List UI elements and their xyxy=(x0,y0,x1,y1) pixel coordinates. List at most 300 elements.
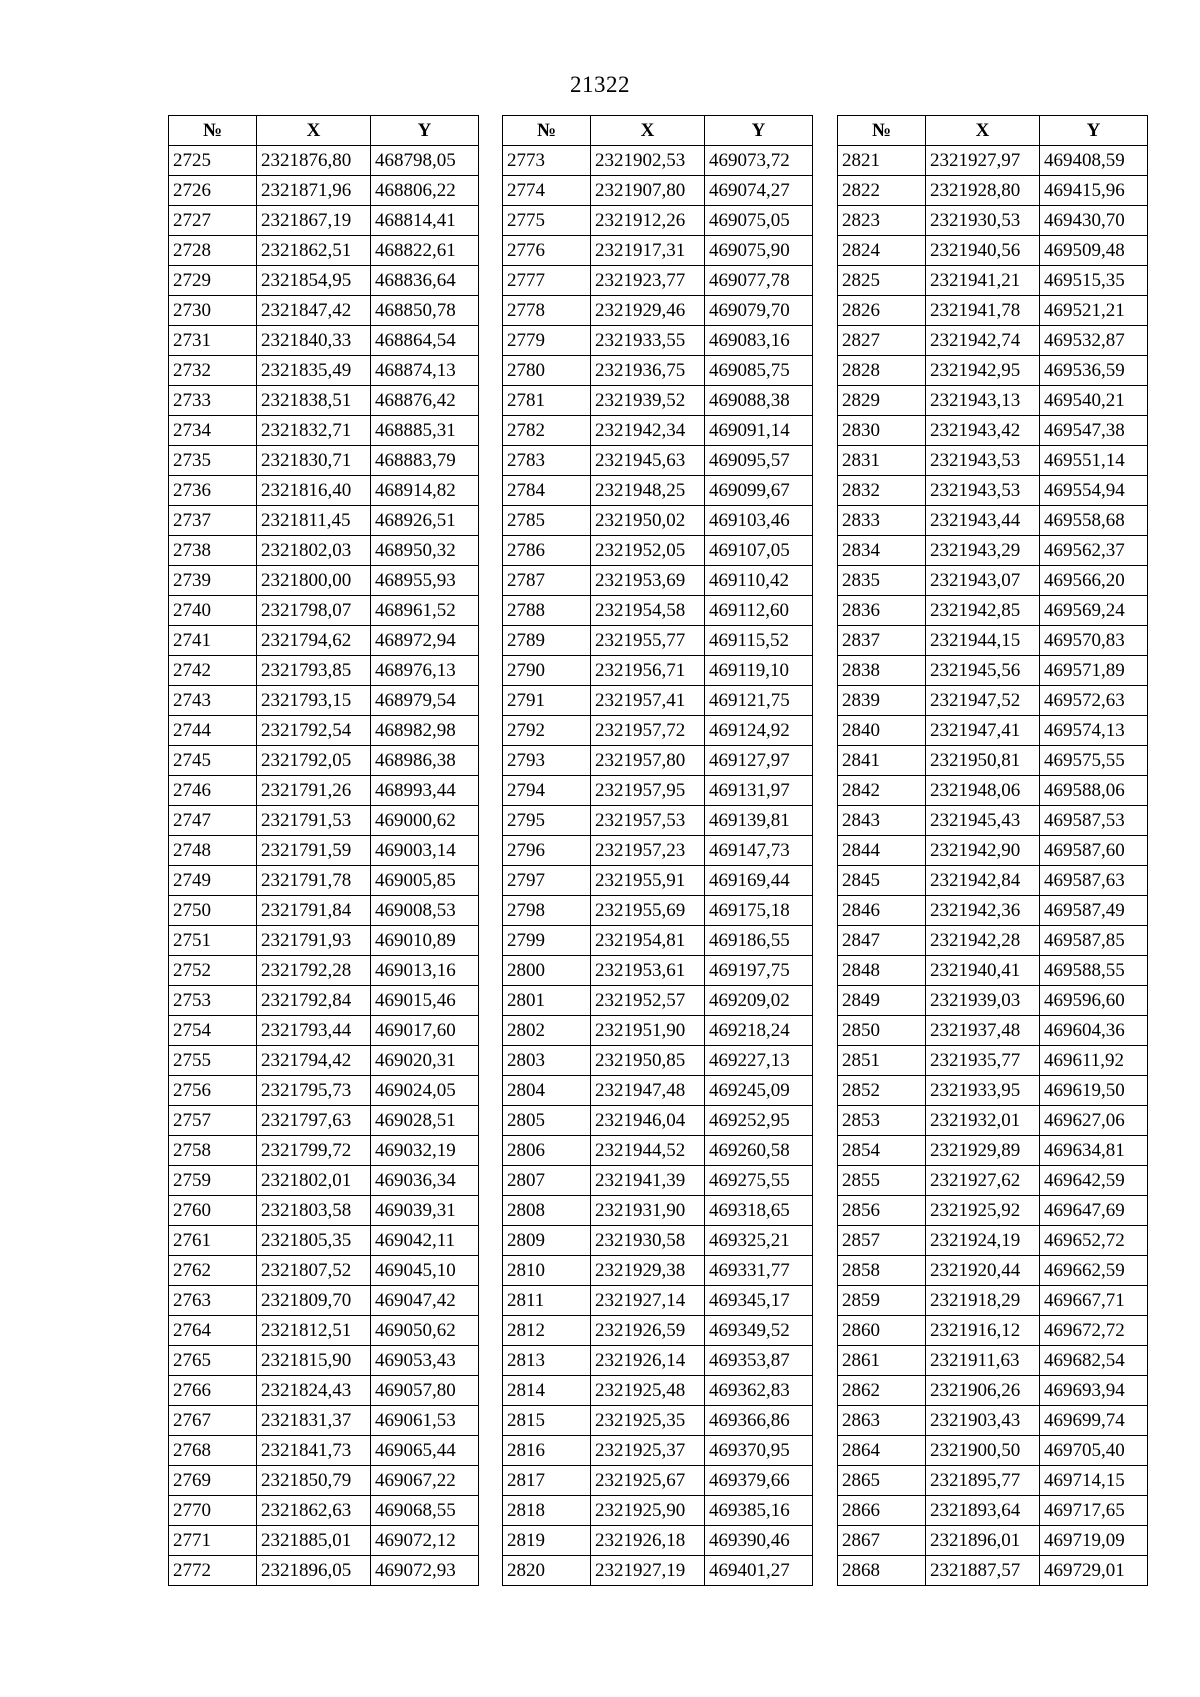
cell-number: 2784 xyxy=(503,476,591,506)
table-row xyxy=(503,386,813,416)
table-row xyxy=(503,656,813,686)
cell-x: 2321794,62 xyxy=(257,626,371,656)
table-row xyxy=(169,1016,479,1046)
cell-y: 469611,92 xyxy=(1040,1046,1148,1076)
cell-number: 2840 xyxy=(838,716,926,746)
cell-number: 2781 xyxy=(503,386,591,416)
table-row xyxy=(503,446,813,476)
cell-y: 469197,75 xyxy=(705,956,813,986)
cell-y: 468961,52 xyxy=(371,596,479,626)
table-row xyxy=(503,356,813,386)
cell-number: 2760 xyxy=(169,1196,257,1226)
table-row xyxy=(503,1016,813,1046)
cell-number: 2812 xyxy=(503,1316,591,1346)
cell-x: 2321933,55 xyxy=(591,326,705,356)
cell-number: 2782 xyxy=(503,416,591,446)
cell-x: 2321792,05 xyxy=(257,746,371,776)
cell-x: 2321930,53 xyxy=(926,206,1040,236)
table-row xyxy=(169,356,479,386)
cell-y: 469039,31 xyxy=(371,1196,479,1226)
table-row xyxy=(503,1106,813,1136)
table-row xyxy=(169,1196,479,1226)
cell-x: 2321798,07 xyxy=(257,596,371,626)
table-row xyxy=(169,746,479,776)
cell-number: 2819 xyxy=(503,1526,591,1556)
table-row xyxy=(169,1496,479,1526)
cell-number: 2727 xyxy=(169,206,257,236)
cell-y: 469131,97 xyxy=(705,776,813,806)
cell-number: 2736 xyxy=(169,476,257,506)
cell-number: 2801 xyxy=(503,986,591,1016)
cell-y: 469121,75 xyxy=(705,686,813,716)
cell-y: 469575,55 xyxy=(1040,746,1148,776)
cell-x: 2321900,50 xyxy=(926,1436,1040,1466)
cell-y: 468836,64 xyxy=(371,266,479,296)
cell-x: 2321847,42 xyxy=(257,296,371,326)
table-row xyxy=(503,146,813,176)
cell-number: 2809 xyxy=(503,1226,591,1256)
cell-x: 2321953,69 xyxy=(591,566,705,596)
cell-y: 469325,21 xyxy=(705,1226,813,1256)
cell-x: 2321831,37 xyxy=(257,1406,371,1436)
table-row xyxy=(169,416,479,446)
cell-x: 2321942,84 xyxy=(926,866,1040,896)
cell-x: 2321800,00 xyxy=(257,566,371,596)
cell-y: 469077,78 xyxy=(705,266,813,296)
cell-x: 2321802,01 xyxy=(257,1166,371,1196)
table-row xyxy=(503,1556,813,1586)
table-header-row xyxy=(838,116,1148,146)
cell-x: 2321838,51 xyxy=(257,386,371,416)
cell-number: 2730 xyxy=(169,296,257,326)
cell-y: 469209,02 xyxy=(705,986,813,1016)
cell-number: 2771 xyxy=(169,1526,257,1556)
header-y: Y xyxy=(705,116,813,146)
table-row xyxy=(838,1286,1148,1316)
cell-number: 2835 xyxy=(838,566,926,596)
cell-x: 2321948,25 xyxy=(591,476,705,506)
cell-x: 2321809,70 xyxy=(257,1286,371,1316)
cell-x: 2321795,73 xyxy=(257,1076,371,1106)
cell-number: 2773 xyxy=(503,146,591,176)
cell-y: 469000,62 xyxy=(371,806,479,836)
cell-x: 2321926,18 xyxy=(591,1526,705,1556)
cell-number: 2780 xyxy=(503,356,591,386)
table-row xyxy=(169,596,479,626)
cell-y: 469547,38 xyxy=(1040,416,1148,446)
cell-number: 2820 xyxy=(503,1556,591,1586)
cell-x: 2321925,90 xyxy=(591,1496,705,1526)
table-row xyxy=(503,1436,813,1466)
cell-x: 2321941,21 xyxy=(926,266,1040,296)
table-row xyxy=(169,1256,479,1286)
cell-x: 2321945,43 xyxy=(926,806,1040,836)
cell-number: 2853 xyxy=(838,1106,926,1136)
cell-number: 2816 xyxy=(503,1436,591,1466)
cell-x: 2321956,71 xyxy=(591,656,705,686)
cell-x: 2321895,77 xyxy=(926,1466,1040,1496)
table-row xyxy=(838,356,1148,386)
table-row xyxy=(838,956,1148,986)
cell-x: 2321955,91 xyxy=(591,866,705,896)
cell-y: 469045,10 xyxy=(371,1256,479,1286)
cell-number: 2737 xyxy=(169,506,257,536)
cell-x: 2321792,28 xyxy=(257,956,371,986)
cell-y: 469147,73 xyxy=(705,836,813,866)
cell-number: 2827 xyxy=(838,326,926,356)
table-row xyxy=(169,716,479,746)
cell-y: 469115,52 xyxy=(705,626,813,656)
cell-number: 2794 xyxy=(503,776,591,806)
table-row xyxy=(838,836,1148,866)
cell-x: 2321944,15 xyxy=(926,626,1040,656)
table-row xyxy=(503,806,813,836)
cell-number: 2861 xyxy=(838,1346,926,1376)
table-row xyxy=(838,1316,1148,1346)
cell-y: 469110,42 xyxy=(705,566,813,596)
cell-x: 2321936,75 xyxy=(591,356,705,386)
table-row xyxy=(169,1436,479,1466)
cell-y: 469072,12 xyxy=(371,1526,479,1556)
cell-y: 469705,40 xyxy=(1040,1436,1148,1466)
table-row xyxy=(503,836,813,866)
table-row xyxy=(838,326,1148,356)
cell-y: 469693,94 xyxy=(1040,1376,1148,1406)
cell-number: 2770 xyxy=(169,1496,257,1526)
cell-y: 469275,55 xyxy=(705,1166,813,1196)
cell-y: 469349,52 xyxy=(705,1316,813,1346)
table-row xyxy=(169,176,479,206)
table-row xyxy=(838,536,1148,566)
table-row xyxy=(838,866,1148,896)
cell-x: 2321925,48 xyxy=(591,1376,705,1406)
table-row xyxy=(838,506,1148,536)
cell-y: 469088,38 xyxy=(705,386,813,416)
cell-y: 469717,65 xyxy=(1040,1496,1148,1526)
cell-y: 469175,18 xyxy=(705,896,813,926)
cell-number: 2837 xyxy=(838,626,926,656)
table-header-row xyxy=(169,116,479,146)
cell-y: 469091,14 xyxy=(705,416,813,446)
cell-x: 2321903,43 xyxy=(926,1406,1040,1436)
cell-number: 2845 xyxy=(838,866,926,896)
cell-y: 469010,89 xyxy=(371,926,479,956)
cell-y: 469588,55 xyxy=(1040,956,1148,986)
table-row xyxy=(169,1466,479,1496)
cell-x: 2321835,49 xyxy=(257,356,371,386)
cell-x: 2321918,29 xyxy=(926,1286,1040,1316)
cell-x: 2321925,37 xyxy=(591,1436,705,1466)
cell-number: 2789 xyxy=(503,626,591,656)
table-row xyxy=(838,626,1148,656)
table-row xyxy=(169,1076,479,1106)
table-row xyxy=(503,626,813,656)
cell-x: 2321927,14 xyxy=(591,1286,705,1316)
cell-x: 2321841,73 xyxy=(257,1436,371,1466)
cell-y: 469647,69 xyxy=(1040,1196,1148,1226)
table-row xyxy=(169,926,479,956)
cell-number: 2817 xyxy=(503,1466,591,1496)
table-row xyxy=(503,476,813,506)
cell-y: 469008,53 xyxy=(371,896,479,926)
table-row xyxy=(169,1106,479,1136)
cell-y: 469588,06 xyxy=(1040,776,1148,806)
cell-y: 469415,96 xyxy=(1040,176,1148,206)
table-row xyxy=(838,1166,1148,1196)
cell-number: 2826 xyxy=(838,296,926,326)
cell-number: 2818 xyxy=(503,1496,591,1526)
cell-number: 2753 xyxy=(169,986,257,1016)
cell-y: 469013,16 xyxy=(371,956,479,986)
cell-y: 469227,13 xyxy=(705,1046,813,1076)
cell-x: 2321840,33 xyxy=(257,326,371,356)
cell-x: 2321935,77 xyxy=(926,1046,1040,1076)
cell-x: 2321791,26 xyxy=(257,776,371,806)
cell-number: 2769 xyxy=(169,1466,257,1496)
table-row xyxy=(838,1016,1148,1046)
cell-number: 2863 xyxy=(838,1406,926,1436)
cell-number: 2868 xyxy=(838,1556,926,1586)
cell-x: 2321923,77 xyxy=(591,266,705,296)
cell-x: 2321876,80 xyxy=(257,146,371,176)
cell-number: 2813 xyxy=(503,1346,591,1376)
table-row xyxy=(503,176,813,206)
table-row xyxy=(169,296,479,326)
cell-y: 469667,71 xyxy=(1040,1286,1148,1316)
cell-y: 469362,83 xyxy=(705,1376,813,1406)
cell-x: 2321807,52 xyxy=(257,1256,371,1286)
page-number: 21322 xyxy=(570,72,630,97)
cell-y: 469042,11 xyxy=(371,1226,479,1256)
cell-y: 469169,44 xyxy=(705,866,813,896)
table-row xyxy=(503,1346,813,1376)
cell-y: 469642,59 xyxy=(1040,1166,1148,1196)
table-row xyxy=(503,1496,813,1526)
cell-y: 469619,50 xyxy=(1040,1076,1148,1106)
table-row xyxy=(838,1436,1148,1466)
cell-x: 2321939,52 xyxy=(591,386,705,416)
table-row xyxy=(503,296,813,326)
table-row xyxy=(503,1046,813,1076)
cell-x: 2321924,19 xyxy=(926,1226,1040,1256)
cell-x: 2321941,39 xyxy=(591,1166,705,1196)
cell-y: 469569,24 xyxy=(1040,596,1148,626)
table-row xyxy=(838,1406,1148,1436)
cell-x: 2321812,51 xyxy=(257,1316,371,1346)
cell-x: 2321862,51 xyxy=(257,236,371,266)
cell-y: 468914,82 xyxy=(371,476,479,506)
cell-x: 2321799,72 xyxy=(257,1136,371,1166)
cell-y: 469085,75 xyxy=(705,356,813,386)
cell-number: 2836 xyxy=(838,596,926,626)
cell-y: 469682,54 xyxy=(1040,1346,1148,1376)
table-row xyxy=(169,146,479,176)
cell-number: 2867 xyxy=(838,1526,926,1556)
cell-x: 2321793,44 xyxy=(257,1016,371,1046)
cell-x: 2321957,23 xyxy=(591,836,705,866)
table-row xyxy=(838,596,1148,626)
cell-number: 2841 xyxy=(838,746,926,776)
table-row xyxy=(503,1406,813,1436)
cell-y: 469572,63 xyxy=(1040,686,1148,716)
table-row xyxy=(169,1376,479,1406)
table-row xyxy=(169,626,479,656)
cell-x: 2321791,93 xyxy=(257,926,371,956)
cell-number: 2778 xyxy=(503,296,591,326)
cell-y: 469075,05 xyxy=(705,206,813,236)
cell-number: 2733 xyxy=(169,386,257,416)
cell-y: 468850,78 xyxy=(371,296,479,326)
cell-number: 2802 xyxy=(503,1016,591,1046)
table-row xyxy=(169,896,479,926)
cell-x: 2321824,43 xyxy=(257,1376,371,1406)
cell-x: 2321791,84 xyxy=(257,896,371,926)
cell-x: 2321952,57 xyxy=(591,986,705,1016)
table-row xyxy=(838,446,1148,476)
cell-y: 469719,09 xyxy=(1040,1526,1148,1556)
cell-number: 2764 xyxy=(169,1316,257,1346)
cell-x: 2321794,42 xyxy=(257,1046,371,1076)
cell-number: 2799 xyxy=(503,926,591,956)
table-row xyxy=(838,1076,1148,1106)
cell-y: 469073,72 xyxy=(705,146,813,176)
cell-number: 2783 xyxy=(503,446,591,476)
cell-number: 2824 xyxy=(838,236,926,266)
cell-y: 469318,65 xyxy=(705,1196,813,1226)
table-row xyxy=(169,1046,479,1076)
cell-number: 2739 xyxy=(169,566,257,596)
cell-number: 2750 xyxy=(169,896,257,926)
cell-y: 469570,83 xyxy=(1040,626,1148,656)
cell-number: 2810 xyxy=(503,1256,591,1286)
cell-y: 469571,89 xyxy=(1040,656,1148,686)
cell-number: 2798 xyxy=(503,896,591,926)
cell-number: 2745 xyxy=(169,746,257,776)
cell-number: 2838 xyxy=(838,656,926,686)
table-row xyxy=(169,866,479,896)
cell-x: 2321943,44 xyxy=(926,506,1040,536)
cell-x: 2321952,05 xyxy=(591,536,705,566)
cell-x: 2321803,58 xyxy=(257,1196,371,1226)
cell-x: 2321943,53 xyxy=(926,476,1040,506)
cell-x: 2321942,90 xyxy=(926,836,1040,866)
table-row xyxy=(838,1226,1148,1256)
cell-x: 2321896,01 xyxy=(926,1526,1040,1556)
cell-number: 2756 xyxy=(169,1076,257,1106)
cell-y: 469245,09 xyxy=(705,1076,813,1106)
cell-y: 469260,58 xyxy=(705,1136,813,1166)
cell-x: 2321893,64 xyxy=(926,1496,1040,1526)
cell-y: 469408,59 xyxy=(1040,146,1148,176)
cell-number: 2761 xyxy=(169,1226,257,1256)
cell-x: 2321832,71 xyxy=(257,416,371,446)
cell-number: 2843 xyxy=(838,806,926,836)
cell-number: 2797 xyxy=(503,866,591,896)
cell-y: 469390,46 xyxy=(705,1526,813,1556)
cell-y: 469596,60 xyxy=(1040,986,1148,1016)
cell-number: 2850 xyxy=(838,1016,926,1046)
cell-y: 469218,24 xyxy=(705,1016,813,1046)
table-row xyxy=(838,1556,1148,1586)
cell-number: 2735 xyxy=(169,446,257,476)
cell-number: 2825 xyxy=(838,266,926,296)
cell-number: 2779 xyxy=(503,326,591,356)
cell-x: 2321791,78 xyxy=(257,866,371,896)
table-row xyxy=(503,566,813,596)
cell-number: 2803 xyxy=(503,1046,591,1076)
cell-y: 469095,57 xyxy=(705,446,813,476)
cell-x: 2321791,53 xyxy=(257,806,371,836)
cell-x: 2321929,89 xyxy=(926,1136,1040,1166)
cell-number: 2866 xyxy=(838,1496,926,1526)
cell-x: 2321931,90 xyxy=(591,1196,705,1226)
table-row xyxy=(169,1226,479,1256)
cell-y: 468976,13 xyxy=(371,656,479,686)
cell-x: 2321940,41 xyxy=(926,956,1040,986)
cell-number: 2851 xyxy=(838,1046,926,1076)
header-x: X xyxy=(257,116,371,146)
cell-y: 469634,81 xyxy=(1040,1136,1148,1166)
table-row xyxy=(503,746,813,776)
table-row xyxy=(838,716,1148,746)
table-row xyxy=(169,836,479,866)
cell-number: 2762 xyxy=(169,1256,257,1286)
cell-number: 2731 xyxy=(169,326,257,356)
cell-number: 2823 xyxy=(838,206,926,236)
table-row xyxy=(503,1526,813,1556)
table-row xyxy=(503,1466,813,1496)
cell-y: 469124,92 xyxy=(705,716,813,746)
cell-x: 2321957,72 xyxy=(591,716,705,746)
table-row xyxy=(169,1286,479,1316)
cell-number: 2821 xyxy=(838,146,926,176)
table-row xyxy=(169,1166,479,1196)
cell-x: 2321942,95 xyxy=(926,356,1040,386)
header-x: X xyxy=(591,116,705,146)
cell-x: 2321816,40 xyxy=(257,476,371,506)
cell-x: 2321945,63 xyxy=(591,446,705,476)
cell-number: 2793 xyxy=(503,746,591,776)
table-row xyxy=(838,926,1148,956)
cell-x: 2321793,85 xyxy=(257,656,371,686)
cell-number: 2726 xyxy=(169,176,257,206)
cell-x: 2321957,53 xyxy=(591,806,705,836)
table-row xyxy=(838,266,1148,296)
cell-number: 2775 xyxy=(503,206,591,236)
table-row xyxy=(838,206,1148,236)
cell-y: 468982,98 xyxy=(371,716,479,746)
table-row xyxy=(169,1526,479,1556)
cell-x: 2321955,69 xyxy=(591,896,705,926)
cell-y: 469604,36 xyxy=(1040,1016,1148,1046)
cell-number: 2728 xyxy=(169,236,257,266)
cell-x: 2321947,48 xyxy=(591,1076,705,1106)
table-row xyxy=(838,806,1148,836)
cell-number: 2738 xyxy=(169,536,257,566)
cell-number: 2811 xyxy=(503,1286,591,1316)
cell-number: 2833 xyxy=(838,506,926,536)
cell-y: 469587,60 xyxy=(1040,836,1148,866)
cell-x: 2321854,95 xyxy=(257,266,371,296)
cell-y: 469562,37 xyxy=(1040,536,1148,566)
cell-x: 2321937,48 xyxy=(926,1016,1040,1046)
cell-y: 469024,05 xyxy=(371,1076,479,1106)
table-row xyxy=(838,656,1148,686)
cell-number: 2748 xyxy=(169,836,257,866)
cell-y: 469366,86 xyxy=(705,1406,813,1436)
cell-x: 2321911,63 xyxy=(926,1346,1040,1376)
cell-x: 2321907,80 xyxy=(591,176,705,206)
